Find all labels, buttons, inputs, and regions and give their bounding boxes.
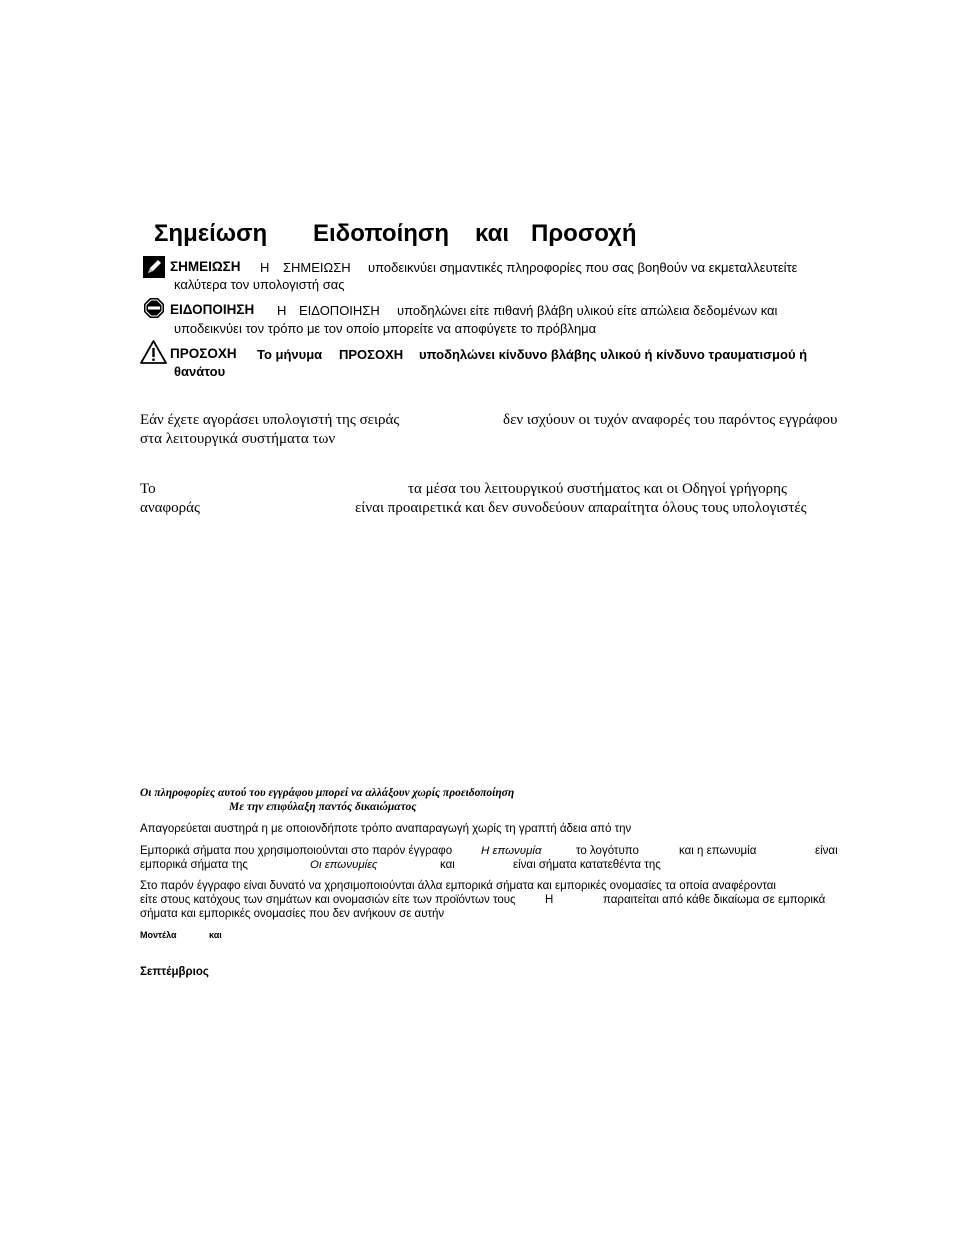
warning-triangle-icon	[140, 340, 167, 364]
caution-text-line1: υποδηλώνει κίνδυνο βλάβης υλικού ή κίνδυνο τραυματισμού ή	[419, 347, 808, 362]
caution-text-line2: θανάτου	[174, 364, 226, 379]
notice-label: ΕΙΔΟΠΟΙΗΣΗ	[170, 302, 255, 317]
para2-line2-start: αναφοράς	[140, 500, 200, 516]
para2-line2-end: είναι προαιρετικά και δεν συνοδεύουν απαραίτητα όλους τους υπολογιστές	[355, 500, 807, 516]
note-label: ΣΗΜΕΙΩΣΗ	[170, 259, 241, 274]
legal-other-line2-a: είτε στους κατόχους των σημάτων και ονομασιών είτε των προϊόντων τους	[140, 894, 516, 906]
legal-other-line1: Στο παρόν έγγραφο είναι δυνατό να χρησιμοποιούνται άλλα εμπορικά σήματα και εμπορικές ονομασίες τα οποία αναφέρονται	[140, 880, 776, 892]
para1-line2: στα λειτουργικά συστήματα των	[140, 431, 336, 447]
stop-sign-icon	[143, 297, 165, 319]
legal-rights-reserved: Με την επιφύλαξη παντός δικαιώματος	[229, 801, 417, 813]
pencil-note-icon	[143, 256, 165, 278]
note-text-line1: υποδεικνύει σημαντικές πληροφορίες που σας βοηθούν να εκμεταλλευτείτε	[368, 260, 798, 275]
note-text-line2: καλύτερα τον υπολογιστή σας	[174, 277, 345, 292]
heading-word-notice: Ειδοποίηση	[313, 220, 449, 247]
notice-article: Η	[277, 303, 287, 318]
para2-line1-start: Το	[140, 481, 156, 497]
legal-tm-line1-a: Εμπορικά σήματα που χρησιμοποιούνται στο παρόν έγγραφο	[140, 845, 453, 857]
notice-text-line1: υποδηλώνει είτε πιθανή βλάβη υλικού είτε απώλεια δεδομένων και	[397, 303, 778, 318]
notice-label-repeat: ΕΙΔΟΠΟΙΗΣΗ	[299, 303, 380, 318]
legal-tm-line1-b: Η επωνυμία	[481, 845, 542, 857]
legal-tm-line2-b: Οι επωνυμίες	[310, 859, 378, 871]
legal-other-line3: σήματα και εμπορικές ονομασίες που δεν ανήκουν σε αυτήν	[140, 908, 445, 920]
para2-line1-end: τα μέσα του λειτουργικού συστήματος και οι Οδηγοί γρήγορης	[408, 481, 787, 497]
note-label-repeat: ΣΗΜΕΙΩΣΗ	[283, 260, 351, 275]
caution-label: ΠΡΟΣΟΧΗ	[170, 346, 237, 361]
legal-tm-line2-c: και	[440, 859, 455, 871]
legal-models-label: Μοντέλα	[140, 930, 177, 940]
para1-line1-start: Εάν έχετε αγοράσει υπολογιστή της σειράς	[140, 412, 400, 428]
caution-intro: Το μήνυμα	[257, 347, 323, 362]
note-article: Η	[260, 260, 270, 275]
caution-label-repeat: ΠΡΟΣΟΧΗ	[339, 347, 404, 362]
heading-word-note: Σημείωση	[154, 220, 268, 247]
legal-models-and: και	[209, 930, 222, 940]
legal-other-line2-b: Η	[545, 894, 554, 906]
legal-tm-line1-d: και η επωνυμία	[679, 845, 757, 857]
legal-date: Σεπτέμβριος	[140, 966, 209, 978]
para1-line1-end: δεν ισχύουν οι τυχόν αναφορές του παρόντος εγγράφου	[503, 412, 838, 428]
heading-word-and: και	[475, 220, 510, 247]
legal-other-line2-c: παραιτείται από κάθε δικαίωμα σε εμπορικά	[603, 894, 826, 906]
legal-tm-line1-c: το λογότυπο	[576, 845, 639, 857]
legal-reproduction: Απαγορεύεται αυστηρά η με οποιονδήποτε τρόπο αναπαραγωγή χωρίς τη γραπτή άδεια από την	[140, 823, 632, 835]
legal-tm-line2-a: εμπορικά σήματα της	[140, 859, 248, 871]
legal-tm-line2-d: είναι σήματα κατατεθέντα της	[513, 859, 661, 871]
legal-change-notice: Οι πληροφορίες αυτού του εγγράφου μπορεί να αλλάξουν χωρίς προειδοποίηση	[140, 787, 515, 799]
notice-text-line2: υποδεικνύει τον τρόπο με τον οποίο μπορείτε να αποφύγετε το πρόβλημα	[174, 321, 597, 336]
legal-tm-line1-e: είναι	[815, 845, 838, 857]
heading-word-caution: Προσοχή	[531, 220, 637, 247]
